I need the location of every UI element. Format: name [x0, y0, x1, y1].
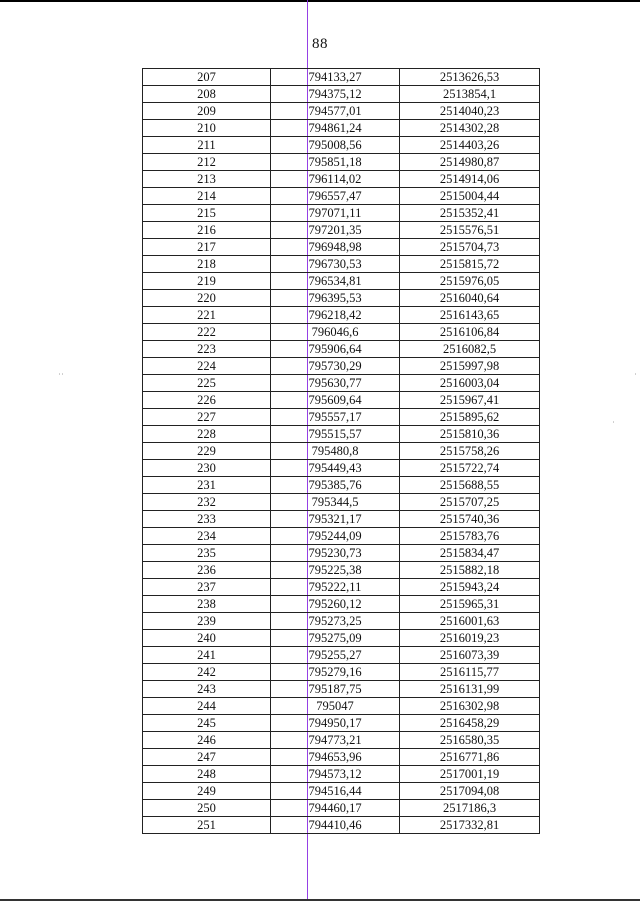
- y-coordinate-cell: 2516771,86: [400, 749, 540, 766]
- x-coordinate-cell: 795344,5: [271, 494, 400, 511]
- point-number-cell: 233: [143, 511, 271, 528]
- y-coordinate-cell: 2515576,51: [400, 222, 540, 239]
- point-number-cell: 210: [143, 120, 271, 137]
- point-number-cell: 238: [143, 596, 271, 613]
- y-coordinate-cell: 2515783,76: [400, 528, 540, 545]
- point-number-cell: 240: [143, 630, 271, 647]
- point-number-cell: 250: [143, 800, 271, 817]
- table-row: [143, 647, 540, 664]
- point-number-cell: 216: [143, 222, 271, 239]
- y-coordinate-cell: 2515004,44: [400, 188, 540, 205]
- y-coordinate-cell: 2515967,41: [400, 392, 540, 409]
- y-coordinate-cell: 2516073,39: [400, 647, 540, 664]
- point-number-cell: 226: [143, 392, 271, 409]
- y-coordinate-cell: 2515740,36: [400, 511, 540, 528]
- y-coordinate-cell: 2515882,18: [400, 562, 540, 579]
- point-number-cell: 211: [143, 137, 271, 154]
- x-coordinate-cell: 794861,24: [271, 120, 400, 137]
- x-coordinate-cell: 794410,46: [271, 817, 400, 834]
- x-coordinate-cell: 794573,12: [271, 766, 400, 783]
- x-coordinate-cell: 795557,17: [271, 409, 400, 426]
- y-coordinate-cell: 2515997,98: [400, 358, 540, 375]
- table-row: [143, 783, 540, 800]
- table-row: [143, 120, 540, 137]
- point-number-cell: 247: [143, 749, 271, 766]
- point-number-cell: 214: [143, 188, 271, 205]
- x-coordinate-cell: 794133,27: [271, 69, 400, 86]
- y-coordinate-cell: 2515810,36: [400, 426, 540, 443]
- point-number-cell: 219: [143, 273, 271, 290]
- point-number-cell: 237: [143, 579, 271, 596]
- point-number-cell: 241: [143, 647, 271, 664]
- y-coordinate-cell: 2515707,25: [400, 494, 540, 511]
- y-coordinate-cell: 2516458,29: [400, 715, 540, 732]
- scan-speck: ˙˙: [58, 372, 64, 382]
- x-coordinate-cell: 796218,42: [271, 307, 400, 324]
- table-row: [143, 715, 540, 732]
- x-coordinate-cell: 796557,47: [271, 188, 400, 205]
- table-row: [143, 460, 540, 477]
- x-coordinate-cell: 795244,09: [271, 528, 400, 545]
- table-row: [143, 800, 540, 817]
- x-coordinate-cell: 796114,02: [271, 171, 400, 188]
- x-coordinate-cell: 795321,17: [271, 511, 400, 528]
- x-coordinate-cell: 795008,56: [271, 137, 400, 154]
- table-row: [143, 375, 540, 392]
- x-coordinate-cell: 795515,57: [271, 426, 400, 443]
- y-coordinate-cell: 2516001,63: [400, 613, 540, 630]
- table-row: [143, 681, 540, 698]
- y-coordinate-cell: 2516082,5: [400, 341, 540, 358]
- x-coordinate-cell: 795279,16: [271, 664, 400, 681]
- table-row: [143, 290, 540, 307]
- x-coordinate-cell: 795187,75: [271, 681, 400, 698]
- y-coordinate-cell: 2515688,55: [400, 477, 540, 494]
- coordinates-table: [142, 68, 540, 834]
- point-number-cell: 246: [143, 732, 271, 749]
- point-number-cell: 221: [143, 307, 271, 324]
- point-number-cell: 213: [143, 171, 271, 188]
- table-row: [143, 426, 540, 443]
- table-row: [143, 137, 540, 154]
- table-row: [143, 392, 540, 409]
- point-number-cell: 220: [143, 290, 271, 307]
- point-number-cell: 228: [143, 426, 271, 443]
- table-row: [143, 749, 540, 766]
- y-coordinate-cell: 2513854,1: [400, 86, 540, 103]
- point-number-cell: 231: [143, 477, 271, 494]
- x-coordinate-cell: 795730,29: [271, 358, 400, 375]
- y-coordinate-cell: 2516143,65: [400, 307, 540, 324]
- point-number-cell: 227: [143, 409, 271, 426]
- point-number-cell: 244: [143, 698, 271, 715]
- point-number-cell: 245: [143, 715, 271, 732]
- x-coordinate-cell: 795275,09: [271, 630, 400, 647]
- table-row: [143, 86, 540, 103]
- table-row: [143, 511, 540, 528]
- y-coordinate-cell: 2515834,47: [400, 545, 540, 562]
- coordinates-table-body: [143, 69, 540, 834]
- x-coordinate-cell: 794375,12: [271, 86, 400, 103]
- x-coordinate-cell: 796395,53: [271, 290, 400, 307]
- table-row: [143, 256, 540, 273]
- table-row: [143, 273, 540, 290]
- table-row: [143, 69, 540, 86]
- y-coordinate-cell: 2515722,74: [400, 460, 540, 477]
- table-row: [143, 545, 540, 562]
- y-coordinate-cell: 2516040,64: [400, 290, 540, 307]
- x-coordinate-cell: 795260,12: [271, 596, 400, 613]
- point-number-cell: 230: [143, 460, 271, 477]
- y-coordinate-cell: 2517186,3: [400, 800, 540, 817]
- x-coordinate-cell: 795480,8: [271, 443, 400, 460]
- y-coordinate-cell: 2516131,99: [400, 681, 540, 698]
- x-coordinate-cell: 795222,11: [271, 579, 400, 596]
- x-coordinate-cell: 796948,98: [271, 239, 400, 256]
- table-row: [143, 154, 540, 171]
- y-coordinate-cell: 2517001,19: [400, 766, 540, 783]
- point-number-cell: 232: [143, 494, 271, 511]
- x-coordinate-cell: 795630,77: [271, 375, 400, 392]
- table-row: [143, 596, 540, 613]
- table-row: [143, 562, 540, 579]
- x-coordinate-cell: 795255,27: [271, 647, 400, 664]
- y-coordinate-cell: 2513626,53: [400, 69, 540, 86]
- point-number-cell: 248: [143, 766, 271, 783]
- y-coordinate-cell: 2514403,26: [400, 137, 540, 154]
- table-row: [143, 732, 540, 749]
- x-coordinate-cell: 795047: [271, 698, 400, 715]
- y-coordinate-cell: 2514040,23: [400, 103, 540, 120]
- y-coordinate-cell: 2515815,72: [400, 256, 540, 273]
- point-number-cell: 236: [143, 562, 271, 579]
- table-row: [143, 630, 540, 647]
- point-number-cell: 223: [143, 341, 271, 358]
- table-row: [143, 239, 540, 256]
- point-number-cell: 215: [143, 205, 271, 222]
- y-coordinate-cell: 2515965,31: [400, 596, 540, 613]
- point-number-cell: 222: [143, 324, 271, 341]
- x-coordinate-cell: 794950,17: [271, 715, 400, 732]
- point-number-cell: 208: [143, 86, 271, 103]
- point-number-cell: 218: [143, 256, 271, 273]
- x-coordinate-cell: 796046,6: [271, 324, 400, 341]
- point-number-cell: 209: [143, 103, 271, 120]
- table-row: [143, 341, 540, 358]
- point-number-cell: 249: [143, 783, 271, 800]
- x-coordinate-cell: 795385,76: [271, 477, 400, 494]
- table-row: [143, 205, 540, 222]
- x-coordinate-cell: 794516,44: [271, 783, 400, 800]
- y-coordinate-cell: 2514980,87: [400, 154, 540, 171]
- scan-speck: ˙: [612, 420, 615, 430]
- table-row: [143, 766, 540, 783]
- x-coordinate-cell: 795449,43: [271, 460, 400, 477]
- y-coordinate-cell: 2516106,84: [400, 324, 540, 341]
- point-number-cell: 243: [143, 681, 271, 698]
- table-row: [143, 664, 540, 681]
- x-coordinate-cell: 795609,64: [271, 392, 400, 409]
- x-coordinate-cell: 795273,25: [271, 613, 400, 630]
- x-coordinate-cell: 794460,17: [271, 800, 400, 817]
- x-coordinate-cell: 796534,81: [271, 273, 400, 290]
- y-coordinate-cell: 2517094,08: [400, 783, 540, 800]
- y-coordinate-cell: 2515758,26: [400, 443, 540, 460]
- table-row: [143, 307, 540, 324]
- point-number-cell: 225: [143, 375, 271, 392]
- table-row: [143, 613, 540, 630]
- point-number-cell: 224: [143, 358, 271, 375]
- x-coordinate-cell: 797071,11: [271, 205, 400, 222]
- point-number-cell: 217: [143, 239, 271, 256]
- x-coordinate-cell: 794773,21: [271, 732, 400, 749]
- page-number: 88: [312, 36, 328, 52]
- y-coordinate-cell: 2515976,05: [400, 273, 540, 290]
- y-coordinate-cell: 2516019,23: [400, 630, 540, 647]
- y-coordinate-cell: 2515704,73: [400, 239, 540, 256]
- table-row: [143, 188, 540, 205]
- table-row: [143, 358, 540, 375]
- x-coordinate-cell: 797201,35: [271, 222, 400, 239]
- y-coordinate-cell: 2516115,77: [400, 664, 540, 681]
- x-coordinate-cell: 794653,96: [271, 749, 400, 766]
- table-row: [143, 443, 540, 460]
- x-coordinate-cell: 794577,01: [271, 103, 400, 120]
- table-row: [143, 171, 540, 188]
- x-coordinate-cell: 796730,53: [271, 256, 400, 273]
- y-coordinate-cell: 2515895,62: [400, 409, 540, 426]
- table-row: [143, 477, 540, 494]
- x-coordinate-cell: 795851,18: [271, 154, 400, 171]
- y-coordinate-cell: 2516580,35: [400, 732, 540, 749]
- table-row: [143, 324, 540, 341]
- page-top-border: [0, 0, 640, 2]
- table-row: [143, 494, 540, 511]
- y-coordinate-cell: 2516003,04: [400, 375, 540, 392]
- y-coordinate-cell: 2515943,24: [400, 579, 540, 596]
- point-number-cell: 207: [143, 69, 271, 86]
- y-coordinate-cell: 2514914,06: [400, 171, 540, 188]
- point-number-cell: 239: [143, 613, 271, 630]
- table-row: [143, 698, 540, 715]
- point-number-cell: 212: [143, 154, 271, 171]
- table-row: [143, 528, 540, 545]
- point-number-cell: 234: [143, 528, 271, 545]
- point-number-cell: 235: [143, 545, 271, 562]
- point-number-cell: 229: [143, 443, 271, 460]
- table-row: [143, 409, 540, 426]
- x-coordinate-cell: 795230,73: [271, 545, 400, 562]
- scan-speck: ˙: [634, 372, 637, 382]
- table-row: [143, 222, 540, 239]
- table-row: [143, 579, 540, 596]
- table-row: [143, 817, 540, 834]
- point-number-cell: 242: [143, 664, 271, 681]
- x-coordinate-cell: 795225,38: [271, 562, 400, 579]
- y-coordinate-cell: 2514302,28: [400, 120, 540, 137]
- point-number-cell: 251: [143, 817, 271, 834]
- y-coordinate-cell: 2517332,81: [400, 817, 540, 834]
- table-row: [143, 103, 540, 120]
- y-coordinate-cell: 2516302,98: [400, 698, 540, 715]
- x-coordinate-cell: 795906,64: [271, 341, 400, 358]
- y-coordinate-cell: 2515352,41: [400, 205, 540, 222]
